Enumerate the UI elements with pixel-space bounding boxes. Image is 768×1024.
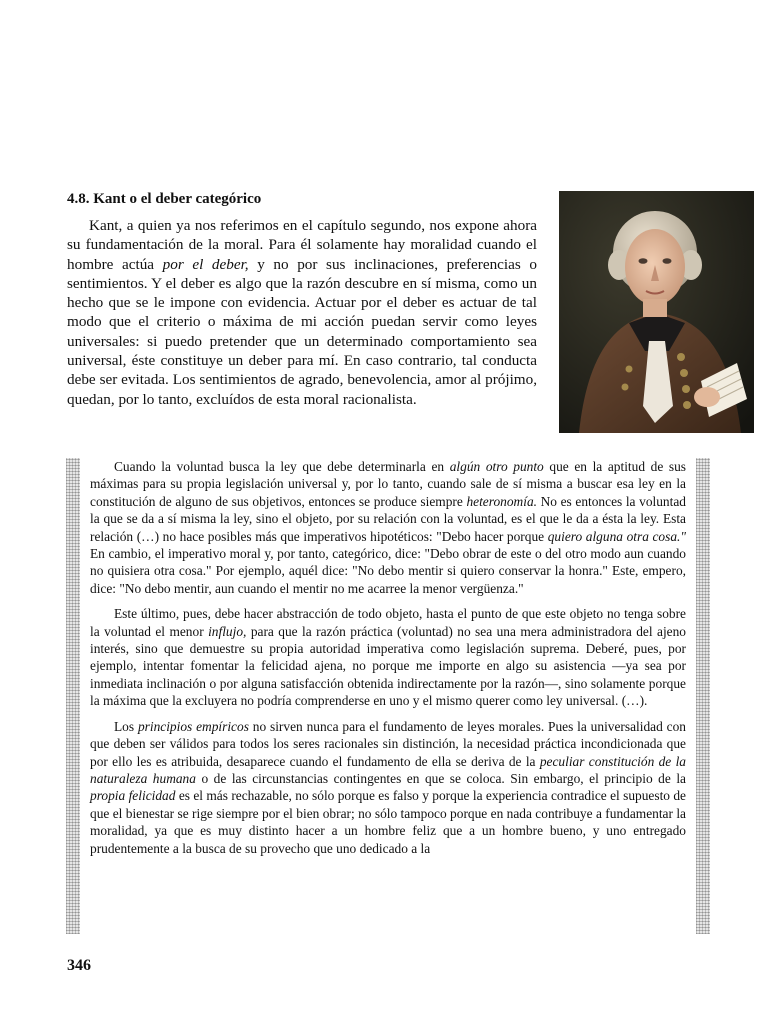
text-run: y no por sus inclinaciones, preferencias o sentimientos. Y el deber es algo que la razón descubre en sí misma, como un hecho que se le impone con evidencia. Actuar por el deber es actuar de tal modo que el criterio o máxima de mi acción puedan servir como leyes universales: si puedo pretender que un determinado comportamiento sea universal, éste constituye un deber para mí. En caso contrario, tal conducta debe ser evitada. Los sentimientos de agrado, benevolencia, amor al prójimo, quedan, por lo tanto, excluídos de esta moral racionalista. [67, 255, 537, 408]
italic-text-run: por el deber, [162, 255, 249, 273]
quote-paragraph-2 [90, 605, 686, 709]
quote-paragraph-3 [90, 718, 686, 857]
page-number: 346 [67, 957, 91, 974]
text-run: En cambio, el imperativo moral y, por tanto, categórico, dice: "Debo obrar de este o del otro modo aun cuando no quisiera otra cosa." Por ejemplo, aquél dice: "No debo mentir si quiero conservar la honra." Este, empero, dice: "No debo mentir, aun cuando el mentir no me acarree la menor vergüenza." [90, 546, 686, 596]
text-run: no sirven nunca para el fundamento de leyes morales. Pues la universalidad con que deben ser válidos para todos los seres racionales sin distinción, la necesidad práctica incondicionada que por ello les es atribuida, desaparece cuando el fundamento de ella se deriva de la [90, 718, 686, 769]
text-run: o de las circunstancias contingentes en que se coloca. Sin embargo, el principio de la [195, 770, 686, 786]
italic-text-run: influjo, [208, 623, 247, 639]
left-stippled-border [66, 458, 80, 934]
kant-section [67, 190, 537, 409]
text-run: que en la aptitud de sus máximas para su propia legislación universal y, por lo tanto, cuando sale de sí misma a buscar esa ley en la constitución de alguno de sus objetivos, entonces se produce siempre [90, 459, 687, 509]
kant-quotation-box [66, 458, 710, 934]
right-stippled-border [696, 458, 710, 934]
text-run: Kant, a quien ya nos referimos en el capítulo segundo, nos expone ahora su fundamentación de la moral. Para él solamente hay moralidad cuando el hombre actúa [67, 217, 537, 273]
italic-text-run: peculiar constitución de la naturaleza humana [90, 753, 686, 786]
text-run: es el más rechazable, no sólo porque es falso y porque la experiencia contradice el supuesto de que el bienestar se rige siempre por el bien obrar; no sólo tampoco porque en nada contribuye a fundamentar la moralidad, ya que es muy distinto hacer a un hombre feliz que a un hombre bueno, y uno entregado prudentemente a la busca de su provecho que uno dedicado a la [90, 788, 686, 856]
text-run: para que la razón práctica (voluntad) no sea una mera administradora del ajeno interés, sino que demuestre su propia autoridad imperativa como legislación suprema. Deberé, pues, por ejemplo, intentar fomentar la felicidad ajena, no porque me importe en algo su asistencia —ya sea por inmediata inclinación o por alguna satisfacción obtenida indirectamente por la razón—, sino solamente porque la máxima que la excluyera no podría comprenderse en uno y el mismo querer como ley universal. (…). [90, 623, 687, 709]
italic-text-run: quiero alguna otra cosa." [547, 528, 687, 544]
quotation-text [90, 458, 686, 865]
italic-text-run: heteronomía. [466, 493, 537, 509]
kant-portrait-image [559, 191, 754, 433]
italic-text-run: propia felicidad [90, 788, 176, 804]
text-run: No es entonces la voluntad la que se da a sí misma la ley, sino el objeto, por su relación con la voluntad, es el que le da a ésta la ley. Esta relación (…) no hace posibles más que imperativos hipotéticos: "Debo hacer porque [90, 493, 686, 544]
italic-text-run: principios empíricos [137, 718, 249, 734]
text-run: Cuando la voluntad busca la ley que debe determinarla en [114, 459, 450, 474]
intro-paragraph [67, 216, 537, 409]
italic-text-run: algún otro punto [449, 459, 544, 474]
section-heading: 4.8. Kant o el deber categórico [67, 191, 262, 207]
text-run: Los [114, 718, 138, 734]
text-run: Este último, pues, debe hacer abstracción de todo objeto, hasta el punto de que este objeto no tenga sobre la voluntad el menor [90, 606, 686, 639]
quote-paragraph-1 [90, 458, 686, 597]
